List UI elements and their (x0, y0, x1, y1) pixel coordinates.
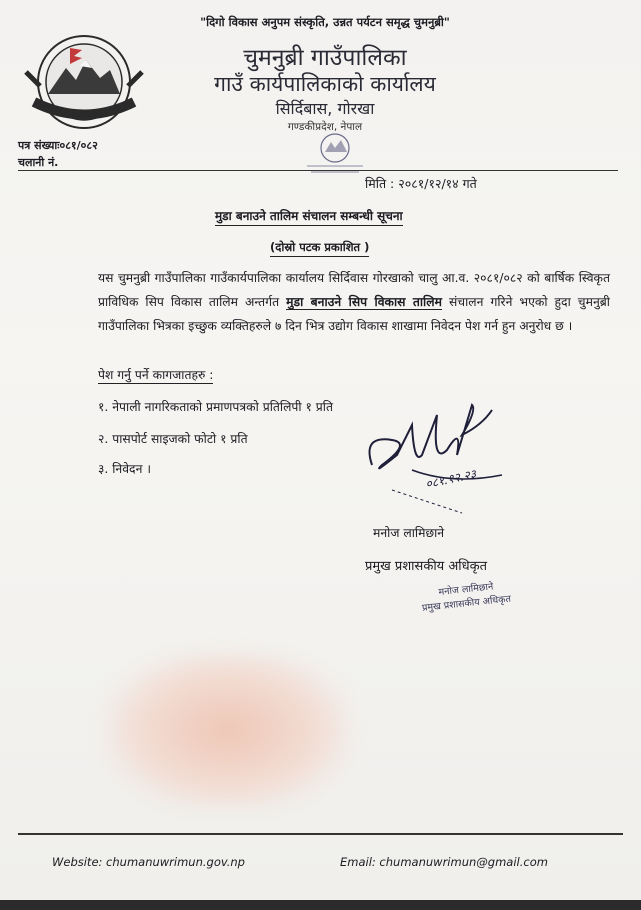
notice-subject: मुडा बनाउने तालिम संचालन सम्बन्धी सूचना (215, 207, 403, 226)
training-name-highlight: मुडा बनाउने सिप विकास तालिम (286, 295, 442, 309)
municipality-name: चुमनुब्री गाउँपालिका (243, 45, 407, 71)
dispatch-number: चलानी नं. (18, 156, 59, 169)
signatory-name: मनोज लामिछाने (373, 526, 445, 540)
notice-body-part1: यस चुमनुब्री गाउँपालिका गाउँकार्यपालिका कार्यालय सिर्दिवास गोरखाको चालु आ.व. २०८१/०८२ को बार्षिक स्विकृत प्राविधिक सिप विकास तालिम अन्तर्गत (98, 271, 610, 309)
office-stamp-icon (295, 130, 375, 180)
document-item: ३. निवेदन । (98, 462, 151, 476)
handwritten-signature-icon (352, 395, 532, 515)
background-edge (0, 900, 641, 910)
municipality-emblem-icon (20, 32, 148, 132)
header-divider (18, 170, 618, 171)
notice-body-part2: संचालन गरिने भएको हुदा चुमनुब्री गाउँपालिका भित्रका इच्छुक व्यक्तिहरुले ७ दिन भित्र उद्योग विकास शाखामा निवेदन पेश गर्न हुन अनुरोध छ । (98, 295, 610, 333)
slogan: "दिगो विकास अनुपम संस्कृति, उन्नत पर्यटन समृद्ध चुमनुब्री" (200, 15, 450, 29)
letter-date: मिति : २०८१/१२/१४ गते (365, 176, 477, 191)
documents-heading: पेश गर्नु पर्ने कागजातहरु : (98, 368, 214, 382)
province-label: गण्डकीप्रदेश, नेपाल (287, 121, 363, 133)
document-item: २. पासपोर्ट साइजको फोटो १ प्रति (98, 432, 248, 446)
office-address: सिर्दिबास, गोरखा (275, 99, 375, 118)
footer-divider (18, 833, 623, 835)
seal-title: प्रमुख प्रशासकीय अधिकृत (421, 593, 512, 614)
letter-number: पत्र संख्याः०८१/०८२ (18, 139, 98, 152)
notice-subtitle: (दोस्रो पटक प्रकाशित ) (270, 240, 369, 257)
handwritten-date: ०८१.१२.२३ (424, 466, 478, 492)
footer-website: Website: chumanuwrimun.gov.np (52, 855, 245, 869)
seal-name: मनोज लामिछाने (438, 581, 494, 599)
footer-email: Email: chumanuwrimun@gmail.com (340, 855, 548, 869)
signatory-title: प्रमुख प्रशासकीय अधिकृत (365, 559, 488, 574)
blurred-region (105, 650, 350, 810)
name-seal (420, 579, 512, 616)
document-item: १. नेपाली नागरिकताको प्रमाणपत्रको प्रतिलिपी १ प्रति (98, 400, 333, 414)
notice-body (98, 266, 610, 338)
office-name: गाउँ कार्यपालिकाको कार्यालय (214, 72, 436, 96)
